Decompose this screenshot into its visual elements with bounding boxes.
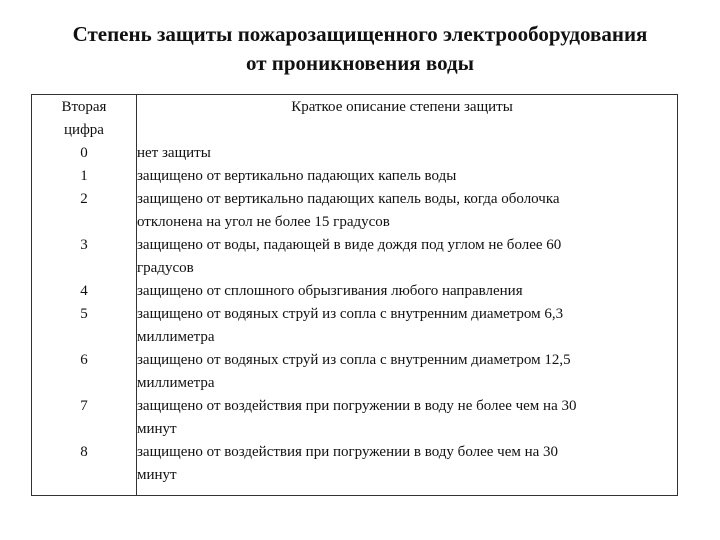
table-row xyxy=(32,303,678,349)
page-title xyxy=(0,20,720,78)
table-row xyxy=(32,165,678,188)
protection-table xyxy=(31,94,678,496)
row-code: 5 xyxy=(32,303,137,349)
table-row xyxy=(32,142,678,165)
row-description-line: миллиметра xyxy=(137,375,215,391)
header-second-digit-line-1: Вторая xyxy=(61,99,107,115)
row-description xyxy=(137,349,678,395)
title-line-1: Степень защиты пожарозащищенного электрооборудования xyxy=(72,22,648,46)
row-description-line: защищено от водяных струй из сопла с внутренним диаметром 6,3 xyxy=(137,306,564,322)
row-description-line: защищено от воды, падающей в виде дождя под углом не более 60 xyxy=(137,237,562,253)
row-description-line: защищено от воздействия при погружении в воду не более чем на 30 xyxy=(137,398,577,414)
row-description-line: защищено от воздействия при погружении в воду более чем на 30 xyxy=(137,444,559,460)
row-description-line: градусов xyxy=(137,260,194,276)
table-body xyxy=(32,142,678,496)
row-description xyxy=(137,395,678,441)
row-description xyxy=(137,280,678,303)
row-description xyxy=(137,188,678,234)
row-description xyxy=(137,234,678,280)
row-description xyxy=(137,303,678,349)
header-second-digit-line-2: цифра xyxy=(64,122,104,138)
row-description-line: минут xyxy=(137,467,177,483)
row-description-line: защищено от водяных струй из сопла с внутренним диаметром 12,5 xyxy=(137,352,571,368)
row-description xyxy=(137,441,678,496)
row-code: 2 xyxy=(32,188,137,234)
row-description-line: отклонена на угол не более 15 градусов xyxy=(137,214,390,230)
row-description xyxy=(137,142,678,165)
table-row xyxy=(32,234,678,280)
header-second-digit xyxy=(32,95,137,143)
row-description-line: защищено от вертикально падающих капель воды xyxy=(137,168,457,184)
table-header-row xyxy=(32,95,678,143)
table-row xyxy=(32,349,678,395)
row-description-line: нет защиты xyxy=(137,145,211,161)
row-description-line: минут xyxy=(137,421,177,437)
row-code: 7 xyxy=(32,395,137,441)
title-line-2: от проникновения воды xyxy=(245,51,475,75)
row-description-line: защищено от сплошного обрызгивания любого направления xyxy=(137,283,523,299)
row-code: 6 xyxy=(32,349,137,395)
table-row xyxy=(32,188,678,234)
table-row xyxy=(32,441,678,496)
header-description: Краткое описание степени защиты xyxy=(137,95,678,143)
row-code: 3 xyxy=(32,234,137,280)
row-code: 4 xyxy=(32,280,137,303)
row-description-line: защищено от вертикально падающих капель воды, когда оболочка xyxy=(137,191,560,207)
row-description xyxy=(137,165,678,188)
row-code: 8 xyxy=(32,441,137,496)
row-code: 1 xyxy=(32,165,137,188)
table-row xyxy=(32,395,678,441)
row-code: 0 xyxy=(32,142,137,165)
table-row xyxy=(32,280,678,303)
row-description-line: миллиметра xyxy=(137,329,215,345)
